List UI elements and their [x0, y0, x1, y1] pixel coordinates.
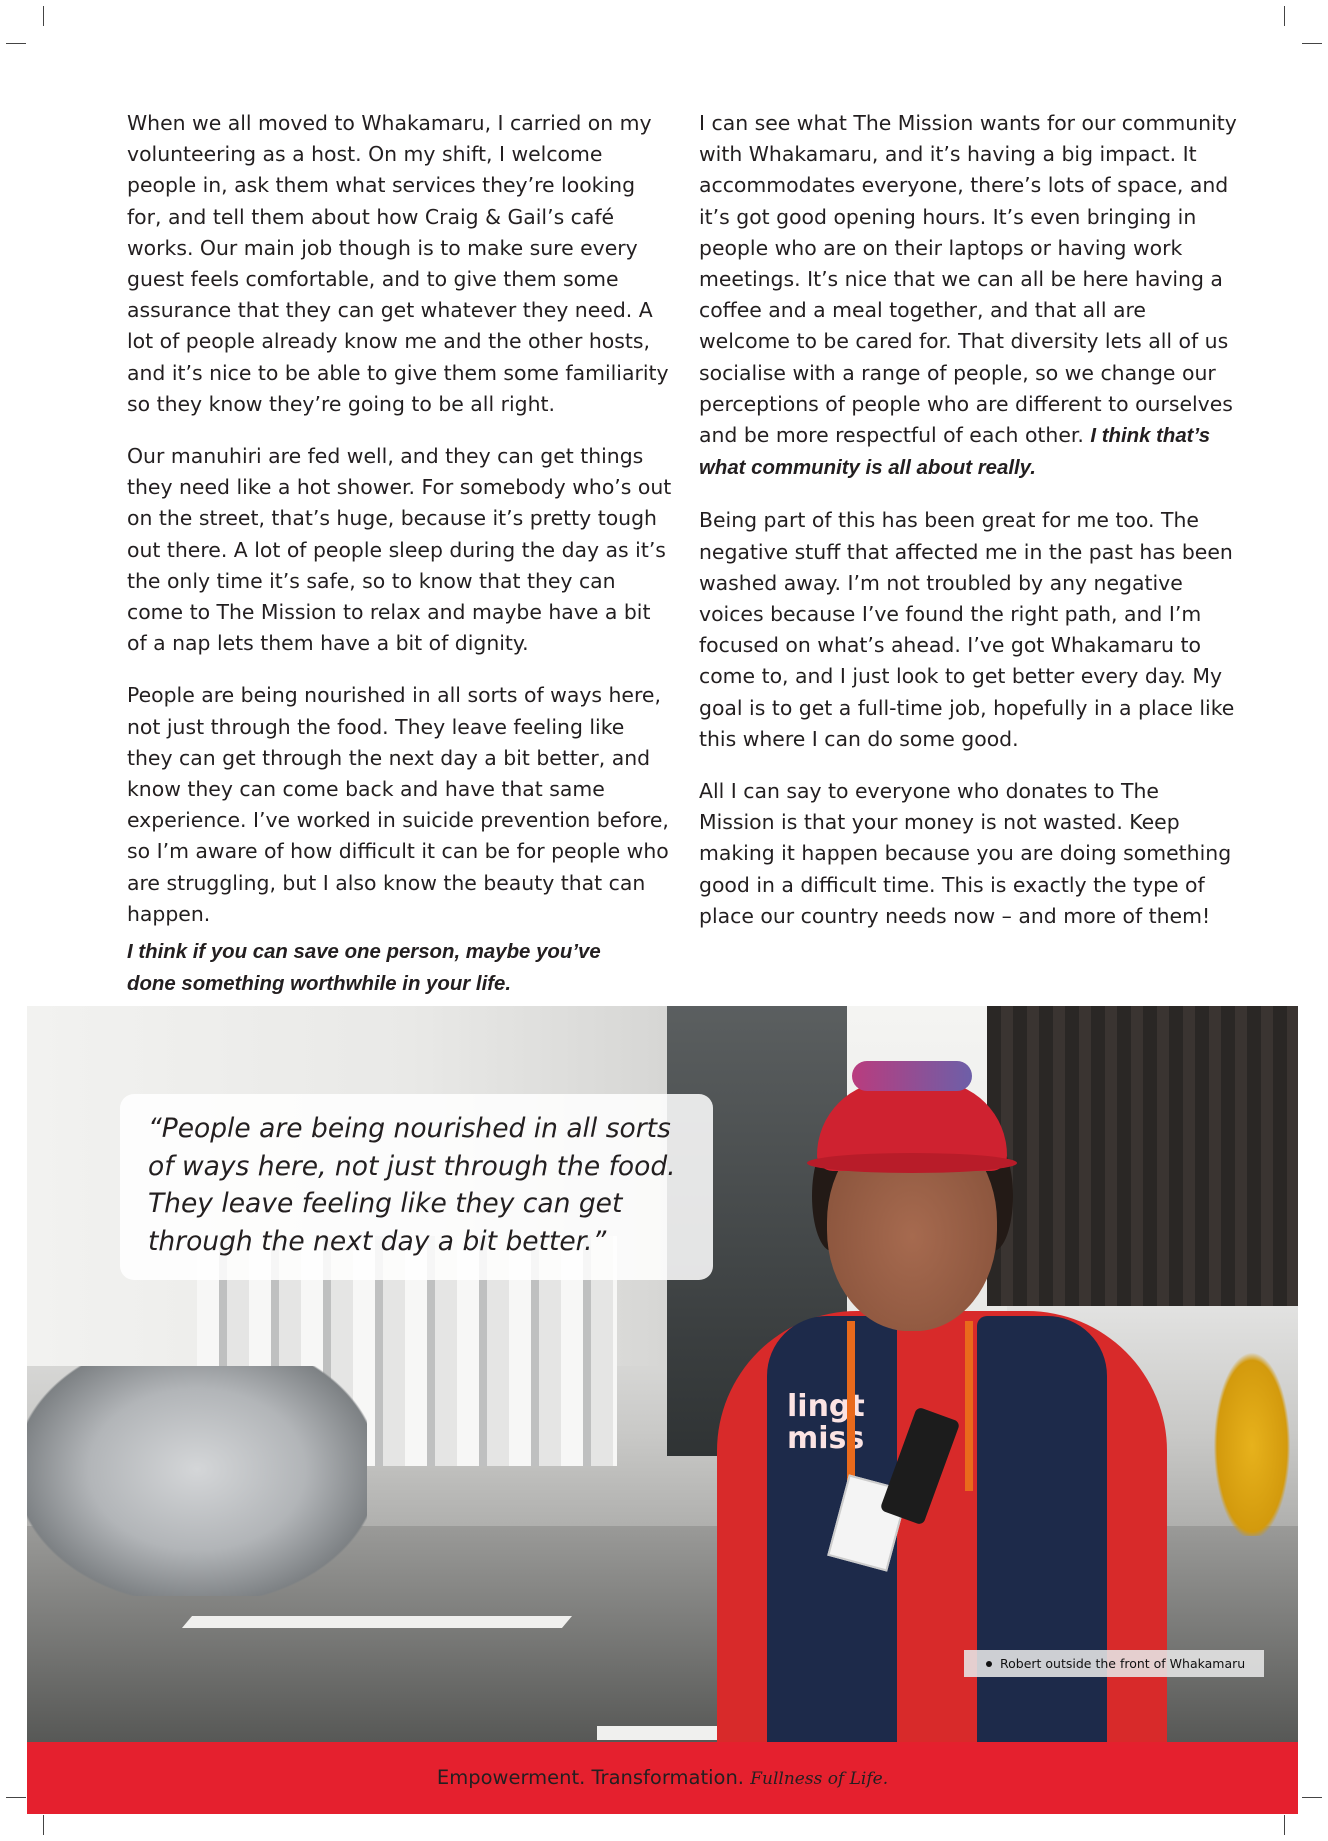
crop-mark [1302, 1797, 1322, 1798]
bullet-icon [986, 1661, 992, 1667]
photo-caption [964, 1650, 1264, 1677]
left-text-column [127, 108, 675, 1021]
left-emphasis [127, 936, 627, 1000]
right-paragraph-3: All I can say to everyone who donates to The Mission is that your money is not wasted. Keep making it happen because you are doing something good in a difficult time. This is exactly the type of place our country needs now – and more of them! [699, 779, 1232, 928]
photo-scooter [1207, 1336, 1297, 1536]
footer-tagline [27, 1763, 1298, 1794]
right-paragraph-2: Being part of this has been great for me too. The negative stuff that affected me in the past has been washed away. I’m not troubled by any negative voices because I’ve found the right path, and I’m focused on what’s ahead. I’ve got Whakamaru to come to, and I just look to get better every day. My goal is to get a full-time job, hopefully in a place like this where I can do some good. [699, 508, 1235, 751]
crop-mark [1302, 43, 1322, 44]
photo-road-marking [182, 1616, 572, 1628]
right-emphasis-text: I think that’s what community is all about really. [699, 425, 1211, 480]
crop-mark [43, 1815, 44, 1835]
photo-car [27, 1366, 367, 1596]
footer-tagline-script: Fullness of Life. [750, 1769, 889, 1789]
crop-mark [43, 6, 44, 26]
pull-quote [120, 1094, 713, 1280]
shirt-print: lingt miss [787, 1389, 865, 1456]
footer-tagline-text: Empowerment. Transformation. [436, 1766, 745, 1789]
right-paragraph-1 [699, 108, 1239, 484]
right-text-column [699, 108, 1239, 953]
person-vest [977, 1316, 1107, 1742]
footer-banner [27, 1742, 1298, 1814]
left-paragraph-2: Our manuhiri are fed well, and they can get things they need like a hot shower. For somebody who’s out on the street, that’s huge, because it’s pretty tough out there. A lot of people sleep during the day as it’s the only time it’s safe, so to know that they can come to The Mission to relax and maybe have a bit of a nap lets them have a bit of dignity. [127, 444, 672, 656]
left-paragraph-1: When we all moved to Whakamaru, I carried on my volunteering as a host. On my shift, I welcome people in, ask them what services they’re looking for, and tell them about how Craig & Gail’s café works. Our main job though is to make sure every guest feels comfortable, and to give them some assurance that they can get whatever they need. A lot of people already know me and the other hosts, and it’s nice to be able to give them some familiarity so they know they’re going to be all right. [127, 111, 669, 416]
person-sunglasses [852, 1061, 972, 1091]
left-paragraph-3-text: People are being nourished in all sorts of ways here, not just through the food. They leave feeling like they can get through the next day a bit better, and know they can come back and have that same experience. I’ve worked in suicide prevention before, so I’m aware of how difficult it can be for people who are struggling, but I also know the beauty that can happen. [127, 683, 669, 926]
pull-quote-text: “People are being nourished in all sorts of ways here, not just through the food. They leave feeling like they can get through the next day a bit better.” [148, 1113, 676, 1257]
photo-caption-text: Robert outside the front of Whakamaru [1000, 1656, 1246, 1671]
crop-mark [6, 1797, 26, 1798]
right-paragraph-1-text: I can see what The Mission wants for our community with Whakamaru, and it’s having a big impact. It accommodates everyone, there’s lots of space, and it’s got good opening hours. It’s even bringing in people who are on their laptops or having work meetings. It’s nice that we can all be here having a coffee and a meal together, and that all are welcome to be cared for. That diversity lets all of us socialise with a range of people, so we change our perceptions of people who are different to ourselves and be more respectful of each other. [699, 111, 1237, 448]
left-paragraph-3 [127, 680, 675, 930]
crop-mark [1284, 1815, 1285, 1835]
crop-mark [1284, 6, 1285, 26]
photo-person [677, 1061, 1197, 1742]
left-emphasis-text: I think if you can save one person, maybe you’ve done something worthwhile in your life. [127, 941, 601, 996]
crop-mark [6, 43, 26, 44]
person-cap-brim [807, 1153, 1017, 1173]
